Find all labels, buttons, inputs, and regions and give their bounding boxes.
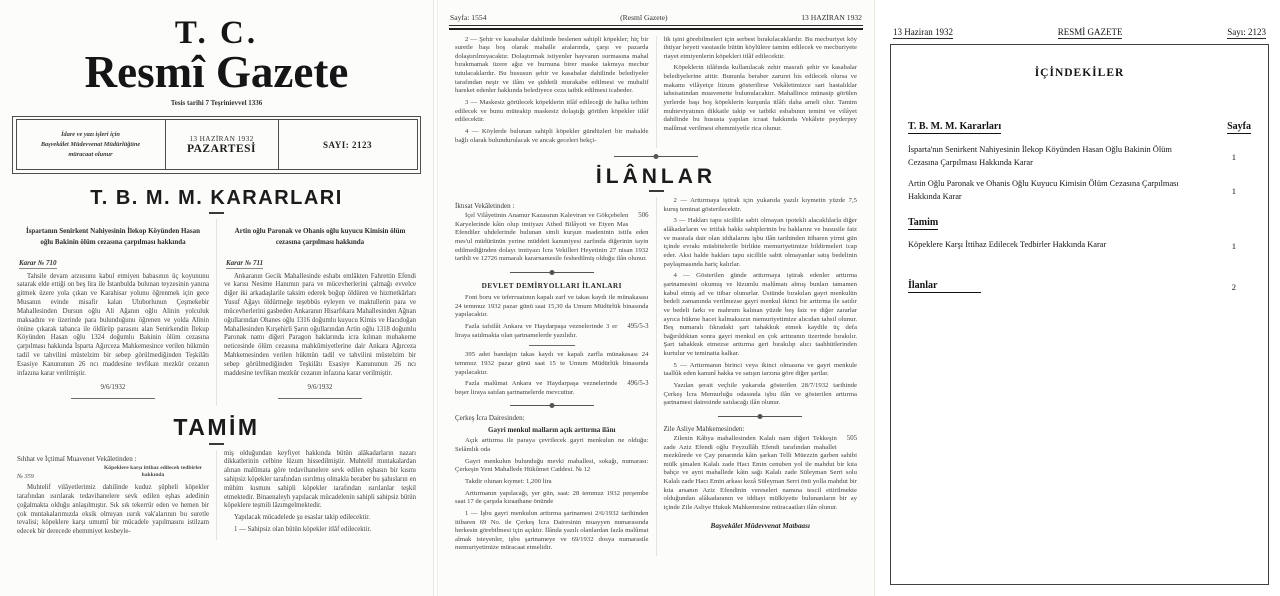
heading-dash [209, 212, 224, 214]
masthead-founded-line: Tesis tarihi 7 Teşrinievvel 1336 [170, 98, 263, 107]
contents-item [908, 239, 1251, 252]
tamim-item-4-continuation: lik işini görebilmeleri için serbest bırakılacaklardır. Bu mecburiyet köy ihtiyar heyeti vasıtasile bütün köylülere tamim edilecek ve mecburiyete riayet etmiyenlerin köpekleri itlâf edilecektir. [663, 35, 857, 60]
auction-item-2: 2 — Arttırmaya iştirak için yukarıda yazılı kıymetin yüzde 7,5 kuruş teminat gösterilecektir. [663, 197, 857, 213]
iktisat-issuer: İktısat Vekâletinden : [455, 202, 515, 211]
railways-section-title: DEVLET DEMİRYOLLARI İLANLARI [481, 281, 622, 291]
tamim-body-right: miş olduğundan keyfiyet hakkında bütün alâkadarların nazarı dikkatlerinin celbine lüzum hissedilmiştir. Muhtelif mıntakalardan alınan malûmata göre tedavihanelere sevk edilen eşhasın bir kısmı sahipsiz köpekler tarafından ısırılmış olmakla beraber bu şahısların en mühim kısmını sahipli köpekler tarafından ısırılanlar teşkil etmektedir. Binaenaleyh yapılacak mücadelenin sahipli sahipsiz bütün köpeklere teşmili lâzımgelmektedir. [224, 449, 416, 510]
auction-appraised-value: Takdir olunan kıymet: 1,200 lira [465, 478, 552, 485]
contents-header-issue: Sayı: 2123 [1227, 27, 1266, 37]
gazette-front-page [0, 0, 434, 596]
issue-number: SAYI: 2123 [323, 139, 372, 150]
announcements-columns [438, 197, 874, 556]
railways-notice-1-text: Fazla tafsilât Ankara ve Haydarpaşa veznelerinde 3 er liraya satılmakta olan şartnamelerde yazılıdır. [455, 322, 618, 339]
admin-line-1: İdare ve yazı işleri için [61, 131, 120, 139]
contents-section-tamim: Tamim [908, 217, 939, 229]
contents-section-row [908, 121, 1251, 134]
auction-item-3: 3 — Hakları tapu sicillile sabit olmayan ipotekli alacaklılarla diğer alâkadarların ve irtifak hakkı sahiplerinin bu haklarını ve hususile faiz ve masrafa dair olan iddialarını işbu ilân tarihinden itibaren yirmi gün içinde evrakı müsbitelerile birlikte memuriyetimize bildirmeleri icap eder. Aksi halde hakları tapu sicillile sabit olmayanlar satış bedelinin paylaşmasında hariç kalırlar. [663, 217, 857, 268]
contents-running-header [877, 0, 1280, 41]
separator-ornament [510, 272, 594, 273]
contents-section-tbmm: T. B. M. M. Kararları [908, 121, 1002, 132]
admin-line-3: müracaat olunur [68, 150, 113, 158]
tamim-principles-line: Yapılacak mücadelede şu esaslar takip edilecektir. [234, 514, 370, 522]
tamim-left-column [10, 450, 216, 541]
auction-date-place: Arttırmanın yapılacağı, yer gün, saat: 28 temmuz 1932 perşembe saat 17 de çarşıda kıraathane önünde [455, 489, 649, 506]
announcements-right-column [656, 197, 865, 556]
issue-date: 13 HAZİRAN 1932 [189, 134, 254, 144]
running-header-title: (Resmî Gazete) [620, 13, 668, 22]
separator-rule [71, 398, 155, 399]
auction-property-type: Açık arttırma ile paraya çevrilecek gayri menkulun ne olduğu: Selâmlık oda [455, 437, 649, 454]
contents-header-date: 13 Haziran 1932 [893, 27, 953, 37]
contents-item-text: İsparta'nın Senirkent Nahiyesinin İlekop Köyünden Hasan Oğlu Bakinin Ölüm Cezasına Çarpılması Hakkında Karar [908, 145, 1172, 167]
contents-header-title: RESMİ GAZETE [1057, 27, 1123, 37]
section-title-ilanlar: İLÂNLAR [595, 165, 717, 189]
printing-house-imprint: Başvekâlet Müdevvenat Matbaası [710, 521, 810, 530]
separator-rule [278, 398, 362, 399]
contents-item-page: 1 [1231, 185, 1236, 196]
contents-title: İÇİNDEKİLER [1034, 67, 1125, 79]
auction-property-location: Gayri menkulun bulunduğu mevki mahallesi, sokağı, numarası: Çerkeşin Yeni Mahallede Hükûmet Caddesi. № 12 [455, 457, 649, 474]
gazette-page-1554 [437, 0, 875, 596]
tamim-right-column [216, 450, 423, 541]
contents-section-tamim-row [908, 212, 1251, 230]
issue-info-box [12, 116, 421, 174]
running-header-date: 13 HAZİRAN 1932 [801, 13, 862, 22]
decision-710-title: İspartanın Senirkent Nahiyesinin İlekop Köyünden Hasan oğlu Bakinin ölüm cezasına çarpılması hakkında [25, 226, 201, 246]
auction-item-5: 5 — Arttırmanın birinci veya ikinci olmasına ve gayri menkule taallûk eden kanunî hakka ve satışın tarzına göre diğer şartlar. [663, 361, 857, 378]
tamim-cont-right-column [656, 36, 865, 149]
contents-section-ilanlar-row [908, 280, 1251, 293]
contents-item-page: 2 [1231, 281, 1236, 292]
contents-page-column-label: Sayfa [1227, 121, 1251, 132]
contents-item-page: 1 [1231, 151, 1236, 162]
tamim-number-subject-row [17, 465, 209, 481]
issue-day: PAZARTESİ [186, 143, 257, 156]
tamim-columns [0, 450, 433, 541]
masthead [0, 17, 433, 107]
heading-dash [209, 443, 224, 445]
railways-notice-2-p2 [455, 380, 649, 397]
auction-item-1: 1 — İşbu gayri menkulun arttırma şartnamesi 2/6/1932 tarihinden itibaren 69 No. ile Çerkeş İcra Dairesinin muayyen numarasında herkesin görebilmesi için açıktır. İlânda yazılı olanlardan fazla malûmat almak isteyenler, işbu şartnameye ve 69/1932 dosya numarasile memuriyetimize müracaat etmelidir. [455, 509, 649, 552]
separator-ornament [614, 156, 698, 157]
cerkes-issuer: Çerkeş İcra Dairesinden: [455, 414, 525, 423]
decisions-columns [0, 219, 433, 406]
railways-notice-2-text: Fazla malûmat Ankara ve Haydarpaşa veznelerinde beşer liraya satılan şartnamelerde mevcuttur. [455, 380, 618, 396]
tamim-item-2: 2 — Şehir ve kasabalar dahilinde beslenen sahipli köpekler; hiç bir suretle başı boş olarak mahalle aralarında, çarşı ve pazarda dolaştırılmıyacaktır. Dolaştırmak istiyenler hayvanın ısırmasına mahal bırakmamak üzere ağız ve burnuna birer maske takmıya mecbur tutulacaklardır. Bu hususun şehir ve kasabalar dahilinde belediyeler tarafından neşir ve ilânı ve şiddetli murakabe edilmesi ve muhalif hareket edenler hakkında belediyece ceza tatbik edilmesi icabeder. [455, 35, 649, 95]
masthead-tc: T. C. [174, 15, 259, 51]
contents-item-text: Artin Oğlu Paronak ve Ohanis Oğlu Kuyucu Kimisin Ölüm Cezasına Çarpılması Hakkında Karar [908, 179, 1179, 201]
railways-notice-2-p1: 395 adet bandajın takas kaydı ve kapalı zarfla münakasası 24 temmuz 1932 pazar günü saat 15 te Umum Müdürlük binasında yapılacaktır. [455, 351, 649, 376]
tamim-item-1: 1 — Sahipsiz olan bütün köpekler itlâf edilecektir. [234, 526, 372, 534]
decision-711-column [216, 219, 423, 406]
decision-711-number: Karar № 711 [226, 258, 264, 267]
separator-rule [529, 345, 575, 346]
contents-item-page: 1 [1231, 240, 1236, 251]
auction-notice-title: Gayri menkul malların açık arttırma ilânı [488, 426, 616, 435]
zile-ref: 505 [846, 434, 857, 442]
running-header-page: Sayfa: 1554 [450, 13, 487, 22]
auction-closing-paragraph: Yazılan şerait veçhile yukarıda gösterilen 28/7/1932 tarihinde Çerkeş İcra Memurluğu odasında işbu ilân ve gösterilen arttırma şartnamesi dairesinde satılacağı ilân olunur. [663, 382, 857, 407]
separator-ornament [718, 416, 802, 417]
tamim-item-4: 4 — Köylerde bulunan sahipli köpekler gündüzleri bir mahalde bağlı olarak bulundurulacak ve ancak geceleri bekçi- [455, 127, 649, 144]
tamim-issuer: Sıhhat ve İçtimaî Muavenet Vekâletinden : [17, 454, 137, 463]
iktisat-ref: 506 [638, 212, 649, 220]
decision-710-date: 9/6/1932 [100, 382, 126, 391]
tamim-continuation-columns [438, 36, 874, 149]
tamim-closing-paragraph: Köpeklerin itlâfında kullanılacak zehir masrafı şehir ve kasabalar belediyelerine aittir. Bununla beraber zaruret his edilecek olursa ve makamı vilâyetçe lüzum gösterilirse Vekâletimizce sari hastalıklar tahsisatından muavenette bulunulacaktır. Mahallince münasip görülen yerlerde başı boş köpeklerin kurşunla itlâfı daha ameli olur. Tamim muhteviyatının dikkatle takip ve tatbiki esbabının temini ve vilâyet dahilinde bu hususta yapılan icraat hakkında Vekâlete peyderpey malûmat verilmesi ehemmiyetle rica olunur. [663, 64, 857, 132]
decision-711-title: Artin oğlu Paronak ve Ohanis oğlu kuyucu Kimisin ölüm cezasına çarpılması hakkında [234, 226, 406, 246]
tamim-cont-left-column [448, 36, 656, 149]
decision-710-column [10, 219, 216, 406]
section-title-tbmm: T. B. M. M. KARARLARI [90, 186, 343, 209]
decision-710-number: Karar № 710 [19, 258, 57, 267]
heading-dash [649, 190, 664, 192]
contents-page [877, 0, 1280, 596]
zile-body [664, 435, 858, 513]
iktisat-text: İçel Vilâyetinin Anamur Kazasının Kaleviran ve Gökçebelen Karyelerinde kâin olup imtiyazı Athed Bilâyoti ve Etyen Mas Efendiler uhdelerinde bulunan simli kurşun madeninin istifa eden mes'ul müdürünün yerine müddeti kanuniyesi zarfında diğerinin tayin edilmediğinden dolayı imtiyazı İcra Vekilleri Heyetinin 27 nisan 1932 tarihli ve 12726 numaralı kararnamesile feshedilmiş olduğu ilân olunur. [455, 212, 649, 263]
zile-text: Zilenin Kâhya mahallesinden Kalalı nam diğeri Tekkeşin zade Aziz Efendi oğlu Feyzullâh Efendi tarafından mahallei mezkûrede ve Çay pınarında kâin şarkan Telli Müezzin garben sahibi mülk şimalen Kalalı zade Hacı Emin cenuben yol ile mahdut bir kıta bahçe ve ayni mahallede kâin sağı Kalalı zade Süleyman Serri solu Kalalı zade Hacı Emin arkası kezâ Süleyman Serri önü yolla mahdut bir kıta arsanın Aziz Efendinin vereseleri namına tescil ettirilmekte olduğundan alâkadaranın ve iddiayı mülkiyette bulunanların bir ay içinde Zile Asliye Hukuk Mahkemesine müracaatları ilân olunur. [663, 434, 857, 512]
contents-item [908, 178, 1251, 203]
contents-item [908, 144, 1251, 169]
contents-box [890, 44, 1269, 585]
section-title-tamim: TAMİM [173, 413, 260, 440]
admin-contact-cell [17, 120, 165, 169]
tamim-subject: Köpeklere karşı ittihaz edilecek tedbirler hakkında [103, 464, 203, 479]
tamim-number: № 359 [17, 473, 34, 481]
separator-ornament [510, 405, 594, 406]
decision-710-body: Tahsile devam arzusunu kabul etmiyen babasının üç koyununu satarak elde ettiği on beş lira ile İstanbulda bulunan teyzesinin yanına gitmek üzere yola çıkan ve Karahisar yolunu öğrenmek için gece Musanın evinde misafir kalan Uluborlunun Çeşmekebir Mahallesinden Dursun oğlu Ali Ağanın oğlu Alinin yolculuk maksadını ve üzerinde para bulunduğunu öğrenen ve yolda Alinin önüne çıkarak tabanca ile öldürüp parasını alan Senirkendin İlekup Köyünden Hasan oğlu 1324 doğumlu Bakinin ölüm cezasına çarpılması hakkında İsparta Ağırceza Mahkemesince verilen hükmün tadil ve tahvilini müstelzim bir sebep görülmediğinden Teşkilâtı Esasiye Kanununun 26 ncı maddesine tevfikan mezkûr cezanın infazına karar verilmiştir. [17, 272, 209, 377]
tamim-body-left: Muhtelif vilâyetlerimiz dahilinde kuduz şüpheli köpekler tarafından ısırılarak tedavihanelere sevk edilen eşhas adedinin çoğalmakta olduğu anlaşılmıştır. Sık sık tekerrür eden ve hemen bir çok mıntakalarımızda eksik olmıyan ısırık vak'alarının bu suretle tevalisi; köpeklere karşı umumî bir mücadele yapılmasını istilzam edecek bir derecede ehemmiyet kesbeyle- [17, 484, 209, 536]
decision-711-date: 9/6/1932 [307, 382, 333, 391]
contents-item-text: Köpeklere Karşı İttihaz Edilecek Tedbirler Hakkında Karar [908, 240, 1107, 250]
railways-notice-1-ref: 495/5-3 [627, 322, 649, 330]
masthead-title: Resmî Gazete [84, 47, 349, 97]
decision-711-body: Ankaranın Gecik Mahallesinde eshabı emlâkten Fahrettin Efendi ve karısı Nesime Hanımın para ve mücevherlerini çalmağı evvelce diğer iki arkadaşlarile taksim ederek boğup öldüren ve hizmetkârları Yusuf Ağayı öldürmeğe teşebbüs eyleyen ve maktullerin para ve mücevherlerini gasbeden Ankaranın Hisarfıkara Mahallesinden Ağnan oğullarından Ohanes oğlu 1316 doğumlu kuyucu Kimis ve Hacıdoğan Mahallesinden Kırşehirli Şarın oğullarından Artin oğlu 1318 doğumlu Paronak namı diğeri Paragon haklarında icra kılınan muhakeme neticesinde ölüm cezasına mahkûmiyetlerine dair Ankara Ağırceza Mahkemesinden verilen hükmün tadil ve tahvilini müstelzim bir sebep görülmediğinden Teşkilâtı Esasiye Kanununun 26 ncı maddesine tevfikan mezkûr cezanın infazına karar verilmiştir. [224, 272, 416, 377]
tamim-item-3: 3 — Maskesiz görülecek köpeklerin itlâf edileceği de halka tefhim edilecek ve bunu müteakip maskesiz dolaştığı görülen köpekler itlâf edilecektir. [455, 98, 649, 124]
zile-issuer: Zile Asliye Mahkemesinden: [663, 424, 745, 433]
contents-section-ilanlar: İlanlar [908, 280, 981, 293]
issue-info-box-inner [16, 119, 418, 170]
running-header [438, 0, 874, 25]
railways-notice-1-p2 [455, 323, 649, 340]
railways-notice-2-ref: 496/5-3 [627, 380, 649, 388]
iktisat-body [455, 212, 649, 264]
issue-date-cell [165, 120, 279, 169]
railways-notice-1-p1: Font boru ve teferruatının kapalı zarf ve takas kaydı ile münakasası 24 temmuz 1932 pazar günü saat 15,30 da Umum Müdürlük binasında yapılacaktır. [455, 294, 649, 319]
header-double-rule [449, 25, 863, 30]
admin-line-2: Başvekâlet Müdevvenat Müdürlüğüne [40, 141, 141, 149]
announcements-left-column [448, 197, 656, 556]
auction-item-4: 4 — Gösterilen günde arttırmaya iştirak edenler arttırma şartnamesini okumuş ve lüzumlu malûmatı almış bunları tamamen kabul etmiş ad ve itibar olunurlar. Üstünde bırakılan gayri menkulün bedeli zamanında verilmezse gayri menkul ikinci bir arttırma ile satılır ve bedeli farkı ve mahrum kalınan yüzde beş faiz ve diğer zararlar ayrıca hükme hacet kalmaksızın memuriyetimize alıcıdan tahsil olunur. Beş numaralı fıkradaki şart tahakkuk etmek kaydile üç defa bağırıldıktan sonra gayri menkul en çok arttıranın üzerinde bırakılır. Şart tahakkuk etmezse arttırma geri bırakılıp alıcı taahhütlerinden kurtulur ve teminatta kalkar. [663, 272, 857, 358]
